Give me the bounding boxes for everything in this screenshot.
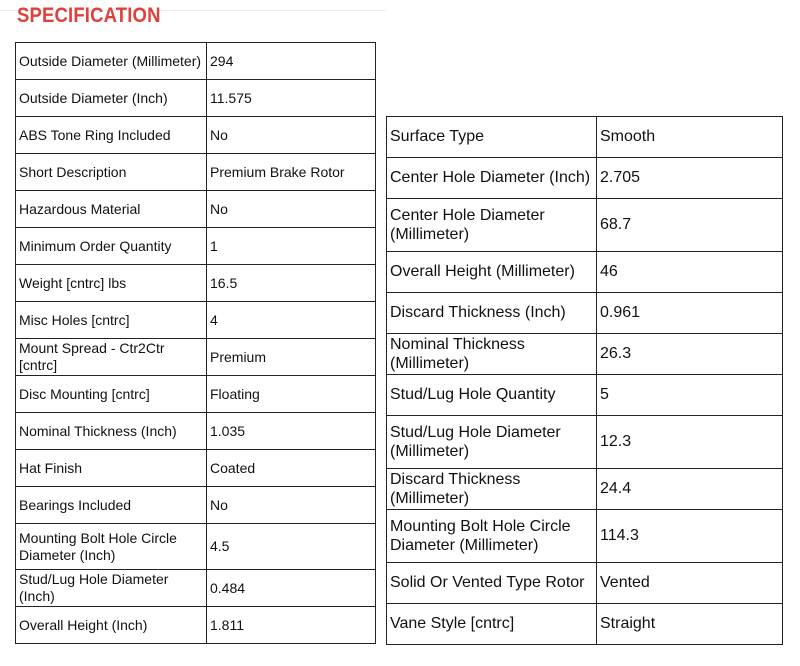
- spec-value: 5: [597, 375, 783, 416]
- spec-value: No: [207, 191, 376, 228]
- spec-value: Smooth: [597, 117, 783, 158]
- spec-table-right: [386, 116, 783, 645]
- spec-value: 114.3: [597, 510, 783, 563]
- table-row: [16, 191, 376, 228]
- spec-value: 68.7: [597, 199, 783, 252]
- table-row: [16, 413, 376, 450]
- table-row: [387, 158, 783, 199]
- table-row: [387, 375, 783, 416]
- table-row: [387, 199, 783, 252]
- spec-label: Disc Mounting [cntrc]: [16, 376, 207, 413]
- table-row: [16, 80, 376, 117]
- spec-label: Stud/Lug Hole Diameter (Inch): [16, 570, 207, 607]
- table-row: [16, 228, 376, 265]
- spec-label: Solid Or Vented Type Rotor: [387, 563, 597, 604]
- spec-label: Center Hole Diameter (Millimeter): [387, 199, 597, 252]
- spec-label: Nominal Thickness (Inch): [16, 413, 207, 450]
- spec-label: Mount Spread - Ctr2Ctr [cntrc]: [16, 339, 207, 376]
- spec-value: Straight: [597, 604, 783, 645]
- spec-label: Overall Height (Inch): [16, 607, 207, 644]
- spec-label: Hat Finish: [16, 450, 207, 487]
- spec-label: Stud/Lug Hole Quantity: [387, 375, 597, 416]
- spec-label: Discard Thickness (Millimeter): [387, 469, 597, 510]
- table-row: [387, 469, 783, 510]
- spec-label: Mounting Bolt Hole Circle Diameter (Inch): [16, 524, 207, 570]
- spec-value: Floating: [207, 376, 376, 413]
- spec-value: 24.4: [597, 469, 783, 510]
- spec-value: 1.035: [207, 413, 376, 450]
- table-row: [387, 510, 783, 563]
- table-row: [387, 563, 783, 604]
- spec-label: Overall Height (Millimeter): [387, 252, 597, 293]
- spec-label: Outside Diameter (Millimeter): [16, 43, 207, 80]
- spec-value: Premium Brake Rotor: [207, 154, 376, 191]
- table-row: [387, 252, 783, 293]
- spec-label: Minimum Order Quantity: [16, 228, 207, 265]
- spec-value: 26.3: [597, 334, 783, 375]
- spec-label: Outside Diameter (Inch): [16, 80, 207, 117]
- table-row: [16, 265, 376, 302]
- table-row: [16, 524, 376, 570]
- table-row: [16, 607, 376, 644]
- spec-label: Center Hole Diameter (Inch): [387, 158, 597, 199]
- spec-value: 46: [597, 252, 783, 293]
- spec-value: Vented: [597, 563, 783, 604]
- spec-label: Stud/Lug Hole Diameter (Millimeter): [387, 416, 597, 469]
- spec-value: 12.3: [597, 416, 783, 469]
- spec-value: 2.705: [597, 158, 783, 199]
- table-row: [16, 117, 376, 154]
- spec-value: 0.484: [207, 570, 376, 607]
- spec-value: 294: [207, 43, 376, 80]
- spec-value: 16.5: [207, 265, 376, 302]
- spec-value: No: [207, 487, 376, 524]
- spec-value: Premium: [207, 339, 376, 376]
- spec-label: Vane Style [cntrc]: [387, 604, 597, 645]
- spec-label: Misc Holes [cntrc]: [16, 302, 207, 339]
- page-title: SPECIFICATION: [17, 4, 161, 27]
- table-row: [16, 154, 376, 191]
- spec-label: Short Description: [16, 154, 207, 191]
- spec-table-left: [15, 42, 376, 644]
- spec-label: ABS Tone Ring Included: [16, 117, 207, 154]
- table-row: [16, 339, 376, 376]
- spec-value: Coated: [207, 450, 376, 487]
- spec-value: 0.961: [597, 293, 783, 334]
- spec-value: 1: [207, 228, 376, 265]
- table-row: [16, 302, 376, 339]
- spec-value: 4.5: [207, 524, 376, 570]
- spec-value: 1.811: [207, 607, 376, 644]
- spec-label: Hazardous Material: [16, 191, 207, 228]
- table-row: [16, 450, 376, 487]
- table-row: [387, 604, 783, 645]
- table-row: [387, 293, 783, 334]
- spec-label: Discard Thickness (Inch): [387, 293, 597, 334]
- spec-value: 11.575: [207, 80, 376, 117]
- table-row: [387, 416, 783, 469]
- table-row: [16, 43, 376, 80]
- spec-label: Mounting Bolt Hole Circle Diameter (Millimeter): [387, 510, 597, 563]
- spec-value: No: [207, 117, 376, 154]
- table-row: [387, 117, 783, 158]
- spec-label: Weight [cntrc] lbs: [16, 265, 207, 302]
- spec-label: Surface Type: [387, 117, 597, 158]
- table-row: [16, 376, 376, 413]
- table-row: [16, 487, 376, 524]
- spec-value: 4: [207, 302, 376, 339]
- table-row: [387, 334, 783, 375]
- spec-label: Nominal Thickness (Millimeter): [387, 334, 597, 375]
- spec-label: Bearings Included: [16, 487, 207, 524]
- table-row: [16, 570, 376, 607]
